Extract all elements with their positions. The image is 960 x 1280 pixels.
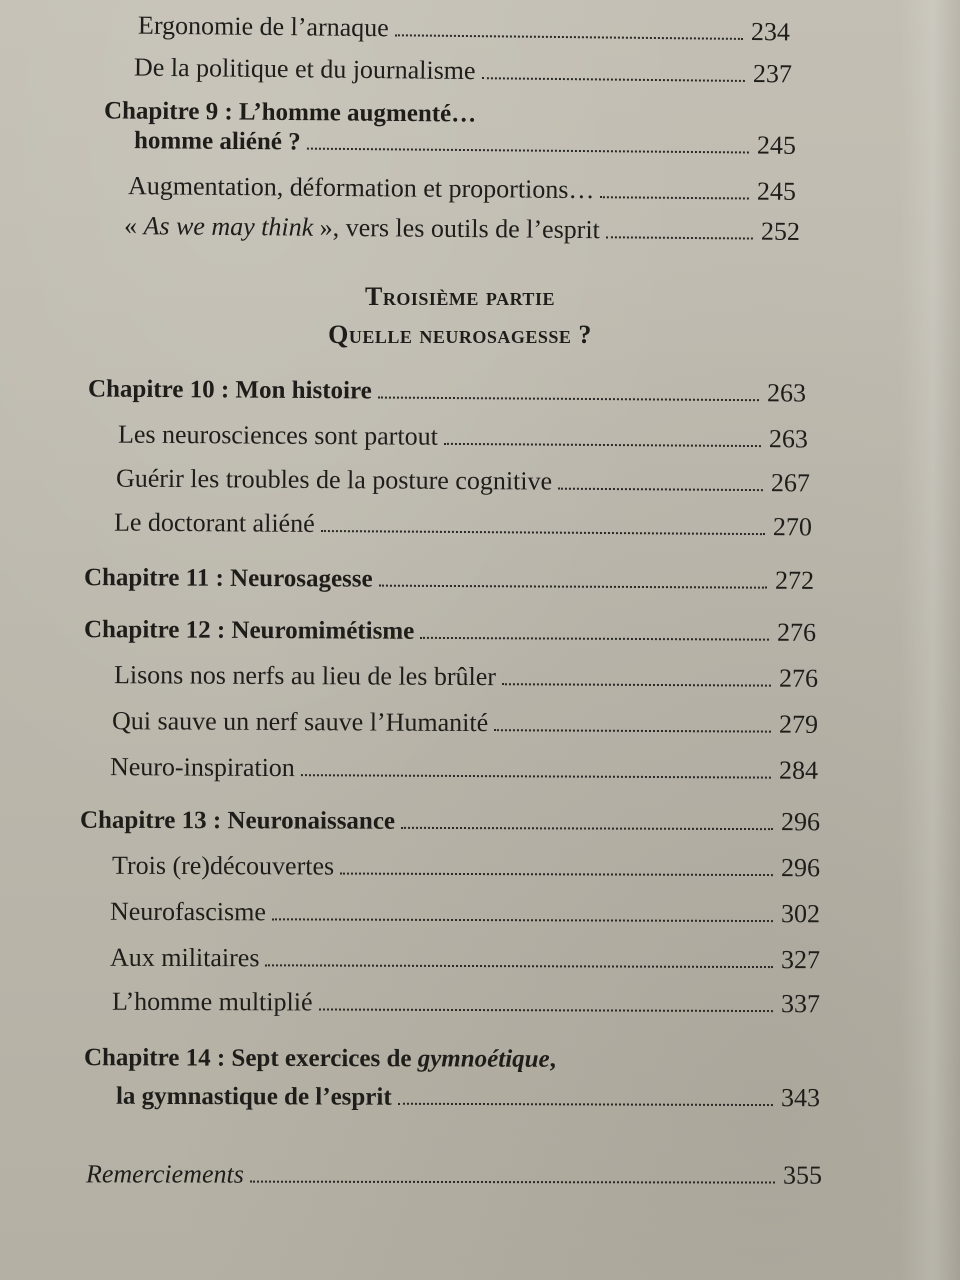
toc-entry [134,51,792,92]
chapter-9-page: 245 [756,130,797,160]
chapter-14-title-c: , [549,1045,556,1073]
toc-entry-title: Trois (re)découvertes [111,850,335,881]
quote-rest: », vers les outils de l’esprit [313,212,601,245]
dot-leader [606,236,753,239]
dot-leader [502,683,771,686]
toc-entry-title: De la politique et du journalisme [133,52,476,86]
chapter-9-title-line2: homme aliéné ? [133,127,301,156]
part-title: Quelle neurosagesse ? [328,320,592,349]
chapter-11-entry [84,560,814,599]
dot-leader [265,964,773,968]
dot-leader [319,1008,773,1012]
toc-entry-title: L’homme multiplié [111,986,313,1017]
chapter-14-entry [116,1079,820,1116]
remerciements-entry [86,1157,822,1192]
dot-leader [494,729,771,732]
dot-leader [420,637,769,641]
toc-entry [114,506,812,545]
toc-entry-title: Les neurosciences sont partout [117,419,438,451]
toc-entry-page: 237 [752,59,793,89]
toc-entry [118,418,808,457]
toc-entry [116,462,810,501]
chapter-title: Chapitre 10 : Mon histoire [87,375,372,405]
toc-entry-page: 302 [780,899,821,929]
toc-entry-title: Guérir les troubles de la posture cognitive [115,463,553,496]
toc-entry-page: 327 [780,945,821,975]
dot-leader [379,585,767,589]
toc-entry-page: 337 [780,989,821,1019]
toc-entry [112,985,820,1021]
remerciements-title: Remerciements [85,1159,244,1189]
chapter-page: 263 [766,378,807,408]
toc-entry-page: 263 [768,424,809,454]
dot-leader [600,196,749,199]
toc-entry-page: 279 [778,709,819,739]
toc-entry [112,704,818,742]
chapter-14-title-line1 [84,1041,556,1077]
toc-entry-page: 284 [778,755,819,785]
quote-italic: As we may think [143,211,314,242]
toc-entry-page: 245 [756,176,797,206]
dot-leader [444,443,761,447]
toc-entry-page: 267 [770,468,811,498]
chapter-14-title-line2: la gymnastique de l’esprit [115,1082,392,1111]
toc-entry-title: Neurofascisme [109,896,266,927]
toc-entry [124,209,800,249]
toc-entry [110,941,820,977]
chapter-14-title-italic: gymnoétique [417,1045,550,1073]
chapter-page: 272 [774,565,815,595]
toc-entry-page: 234 [750,17,791,47]
dot-leader [307,148,749,154]
chapter-14-title-a: Chapitre 14 : Sept exercices de [83,1044,418,1073]
toc-entry-title: Lisons nos nerfs au lieu de les brûler [113,660,497,692]
chapter-title: Chapitre 13 : Neuronaissance [79,806,396,835]
toc-entry [110,750,818,788]
toc-entry [138,9,790,50]
toc-entry-title: Aux militaires [109,942,260,973]
toc-entry [128,169,796,209]
chapter-title: Chapitre 11 : Neurosagesse [83,564,373,593]
dot-leader [340,873,773,877]
toc-entry-page: 276 [778,663,819,693]
dot-leader [272,918,773,922]
chapter-12-entry [84,612,816,651]
quote-open: « [123,211,144,241]
toc-entry [114,658,818,696]
toc-entry-title: Qui sauve un nerf sauve l’Humanité [111,706,489,738]
remerciements-page: 355 [782,1160,823,1190]
dot-leader [301,774,771,778]
dot-leader [395,34,743,40]
dot-leader [398,1103,773,1106]
toc-entry-title: Neuro-inspiration [109,752,295,783]
chapter-10-entry [88,371,806,411]
chapter-9-title-line1: Chapitre 9 : L’homme augmenté… [103,97,477,128]
toc-entry-title: Ergonomie de l’arnaque [137,10,389,43]
dot-leader [481,77,744,82]
toc-entry [110,895,820,931]
toc-entry-page: 252 [760,216,801,246]
toc-entry-title: Le doctorant aliéné [113,507,315,538]
toc-entry [112,849,820,885]
part-label: Troisième partie [365,282,555,311]
toc-entry-page: 296 [780,853,821,883]
chapter-9-entry [134,123,796,164]
dot-leader [321,530,765,535]
chapter-page: 296 [780,807,821,837]
toc-entry-title: Augmentation, déformation et proportions… [127,171,595,205]
dot-leader [558,488,763,491]
dot-leader [378,397,759,402]
toc-entry-page: 270 [772,512,813,542]
chapter-13-entry [80,803,820,841]
chapter-page: 343 [780,1083,821,1113]
chapter-page: 276 [776,617,817,647]
dot-leader [401,827,773,830]
dot-leader [250,1181,775,1184]
chapter-title: Chapitre 12 : Neuromimétisme [83,616,415,645]
toc-entry-title [124,209,600,247]
